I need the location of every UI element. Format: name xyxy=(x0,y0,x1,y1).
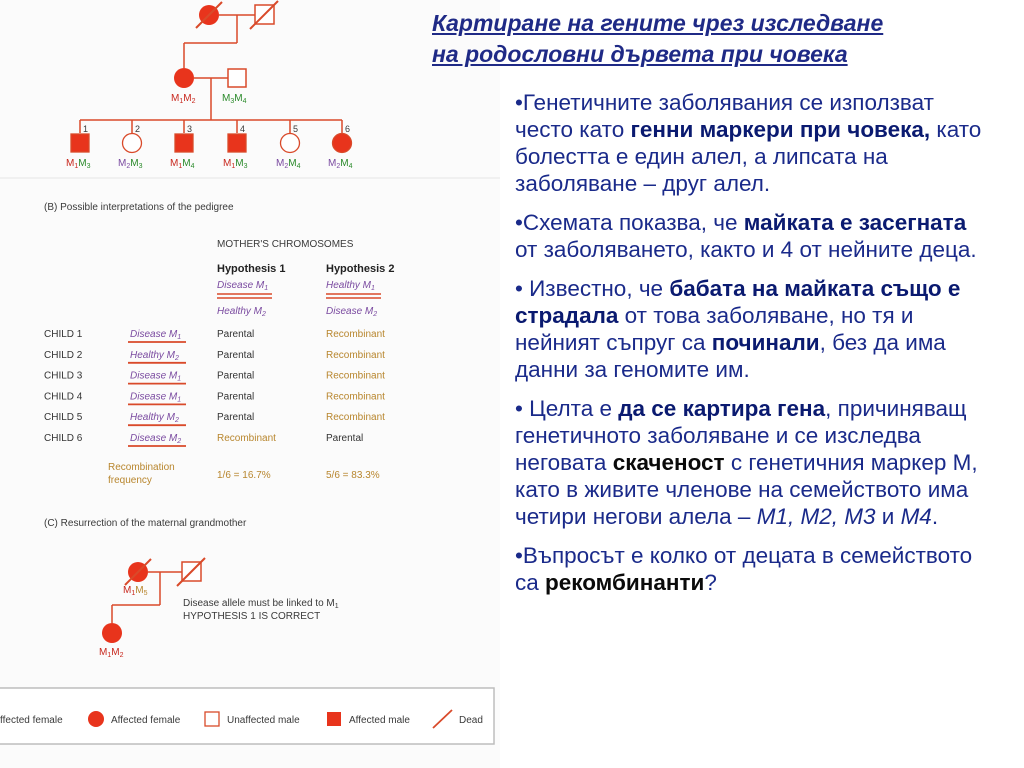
row-hyp1: Parental xyxy=(217,412,255,424)
child-marker: $M_2M_3$ xyxy=(118,158,143,170)
bullet-list xyxy=(515,89,987,608)
bullet-emphasis: бабата на майката също е страдала xyxy=(515,276,961,328)
row-child-label: CHILD 5 xyxy=(44,412,83,424)
hyp1-chrom-top: Disease $M_1$ xyxy=(217,280,269,292)
child-5 xyxy=(276,120,301,170)
c-note-conclusion: HYPOTHESIS 1 IS CORRECT xyxy=(183,611,321,622)
legend-dead: Dead xyxy=(459,715,483,726)
row-hyp2: Recombinant xyxy=(326,329,385,340)
bullet-emphasis: генни маркери при човека, xyxy=(630,117,931,142)
section-c-title: (C) Resurrection of the maternal grandmother xyxy=(44,518,247,529)
bullet-emphasis: М4 xyxy=(900,504,932,529)
child-2 xyxy=(118,120,143,170)
child-marker: $M_2M_4$ xyxy=(328,158,353,170)
child-marker: $M_2M_4$ xyxy=(276,158,301,170)
child-symbol xyxy=(175,134,193,152)
legend-affected-female: Affected female xyxy=(111,715,181,726)
child-number: 1 xyxy=(83,124,89,134)
table-row xyxy=(44,371,385,384)
bullet-emphasis: М1, М2, М3 xyxy=(756,504,876,529)
child-symbol xyxy=(123,134,142,153)
child-1 xyxy=(66,120,91,170)
row-chromosome: Healthy $M_2$ xyxy=(130,412,179,425)
grandmother-symbol xyxy=(196,2,222,28)
bullet-2: •Схемата показва, че майката е засегната от заболяването, както и 4 от нейните деца. xyxy=(515,210,977,262)
bullet-emphasis: скаченост xyxy=(612,450,725,475)
child-number: 4 xyxy=(240,124,246,134)
row-child-label: CHILD 1 xyxy=(44,329,83,340)
row-chromosome: Healthy $M_2$ xyxy=(130,349,179,362)
table-row xyxy=(44,329,385,342)
row-hyp1: Recombinant xyxy=(217,433,276,444)
legend-affected-male: Affected male xyxy=(349,715,410,726)
child-number: 5 xyxy=(293,124,299,134)
title-line-1: Картиране на гените чрез изследване xyxy=(432,10,884,36)
resurrected-grandmother xyxy=(125,559,151,585)
children-row xyxy=(66,120,353,170)
child-symbol xyxy=(71,134,89,152)
child-number: 3 xyxy=(187,124,193,134)
legend-affected-female-cut: ffected female xyxy=(0,715,63,726)
child-marker: $M_1M_3$ xyxy=(66,158,91,170)
bullet-1: •Генетичните заболявания се използват често като генни маркери при човека, като болестта е един алел, а липсата на заболяване – друг алел. xyxy=(515,90,982,196)
interpretation-table xyxy=(44,329,385,446)
hypothesis-2-header: Hypothesis 2 xyxy=(326,263,395,275)
row-child-label: CHILD 3 xyxy=(44,370,83,382)
bullet-emphasis: майката е засегната xyxy=(743,210,967,235)
mothers-chromosomes-label: MOTHER'S CHROMOSOMES xyxy=(217,239,354,250)
title-line-2: на родословни дървета при човека xyxy=(432,41,848,67)
child-marker: $M_1M_3$ xyxy=(223,158,248,170)
child-symbol xyxy=(333,134,352,153)
mother-symbol xyxy=(174,68,194,88)
row-chromosome: Disease $M_1$ xyxy=(130,329,182,341)
child-6 xyxy=(328,120,353,170)
row-hyp2: Parental xyxy=(326,433,364,444)
table-row xyxy=(44,412,385,425)
child-symbol xyxy=(281,134,300,153)
recombination-h2: 5/6 = 83.3% xyxy=(326,470,380,481)
father-marker: $M_3M_4$ xyxy=(222,93,247,105)
bullet-emphasis: рекомбинанти xyxy=(545,570,705,595)
table-row xyxy=(44,391,385,404)
row-hyp2: Recombinant xyxy=(326,370,385,382)
father-symbol xyxy=(228,69,246,87)
row-child-label: CHILD 6 xyxy=(44,433,83,444)
row-hyp2: Recombinant xyxy=(326,391,385,403)
c-mother-marker: $M_1M_2$ xyxy=(99,647,124,659)
grandmother-marker: $M_1M_5$ xyxy=(123,585,148,597)
mother-marker: $M_1M_2$ xyxy=(171,93,196,105)
row-chromosome: Disease $M_1$ xyxy=(130,391,182,404)
child-3 xyxy=(170,120,195,170)
row-hyp1: Parental xyxy=(217,329,255,340)
recombination-label: Recombination frequency xyxy=(108,462,175,486)
child-marker: $M_1M_4$ xyxy=(170,158,195,170)
row-hyp1: Parental xyxy=(217,370,255,382)
legend-unaffected-male: Unaffected male xyxy=(227,715,300,726)
c-note-linked: Disease allele must be linked to $M_1$ xyxy=(183,598,339,610)
recombination-h1: 1/6 = 16.7% xyxy=(217,470,271,481)
row-chromosome: Disease $M_2$ xyxy=(130,433,182,445)
hyp2-chrom-top: Healthy $M_1$ xyxy=(326,280,375,292)
c-mother-symbol xyxy=(102,623,122,643)
pedigree-figure xyxy=(0,0,500,768)
legend xyxy=(0,688,494,744)
table-row xyxy=(44,350,385,363)
row-hyp1: Parental xyxy=(217,349,255,361)
bullet-emphasis: да се картира гена xyxy=(618,396,826,421)
hyp2-chrom-bottom: Disease $M_2$ xyxy=(326,306,378,318)
row-chromosome: Disease $M_1$ xyxy=(130,370,182,383)
slide-title xyxy=(432,8,1017,70)
bullet-5: •Въпросът е колко от децата в семейството са рекомбинанти? xyxy=(515,543,973,595)
row-hyp2: Recombinant xyxy=(326,349,385,361)
child-4 xyxy=(223,120,248,170)
row-hyp2: Recombinant xyxy=(326,412,385,424)
child-number: 2 xyxy=(135,124,141,134)
child-symbol xyxy=(228,134,246,152)
child-number: 6 xyxy=(345,124,351,134)
hypothesis-1-header: Hypothesis 1 xyxy=(217,263,286,275)
row-child-label: CHILD 4 xyxy=(44,391,83,403)
table-row xyxy=(44,433,363,446)
bullet-4: • Целта е да се картира гена, причиняващ генетичното заболяване и се изследва неговата скаченост с генетичния маркер М, като в живите членове на семейството има четири негови алела – М1, М2, М3 и М4. xyxy=(515,396,978,529)
pedigree-tree xyxy=(0,1,500,178)
row-child-label: CHILD 2 xyxy=(44,349,83,361)
row-hyp1: Parental xyxy=(217,391,255,403)
bullet-emphasis: починали xyxy=(711,330,820,355)
bullet-3: • Известно, че бабата на майката също е страдала от това заболяване, но тя и нейният съпруг са починали, без да има данни за геномите им. xyxy=(515,276,961,382)
section-b-title: (B) Possible interpretations of the pedigree xyxy=(44,202,234,213)
hyp1-chrom-bottom: Healthy $M_2$ xyxy=(217,306,266,318)
